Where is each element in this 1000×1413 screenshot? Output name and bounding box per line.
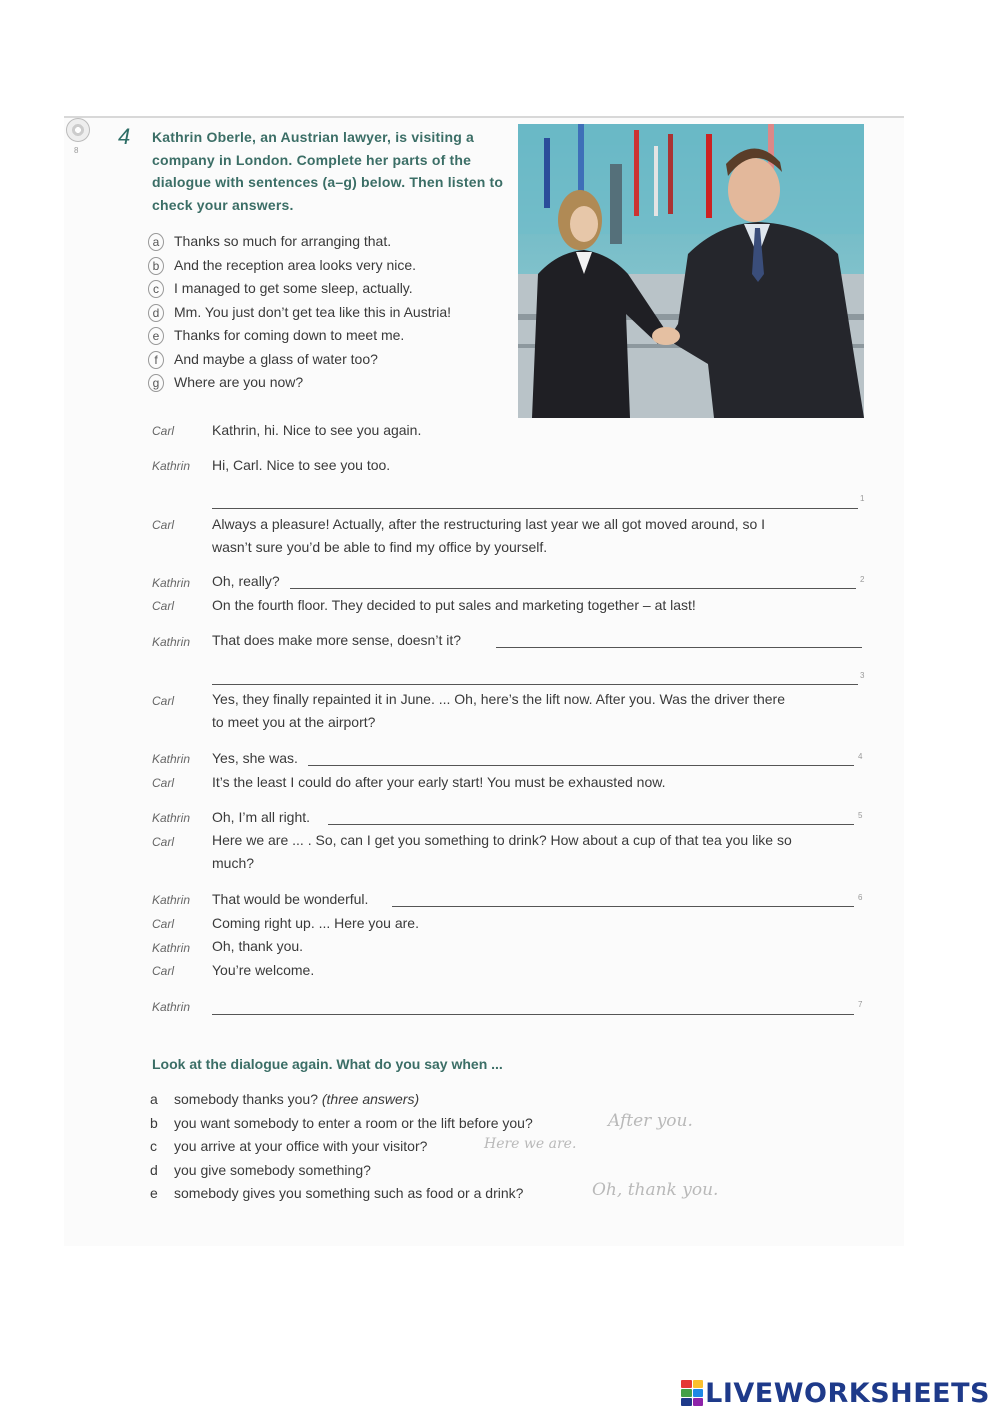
dialogue-line: That would be wonderful.: [212, 891, 369, 907]
question-item: [150, 1138, 427, 1154]
question-note: (three answers): [321, 1091, 420, 1107]
handshake-photo: [518, 124, 864, 418]
option-letter: a: [148, 233, 164, 251]
speaker-label: Carl: [152, 917, 175, 931]
speaker-label: Carl: [152, 964, 175, 978]
dialogue-line: Coming right up. ... Here you are.: [212, 915, 419, 931]
option-text: Where are you now?: [174, 374, 304, 390]
option-text: Thanks for coming down to meet me.: [174, 327, 405, 343]
dialogue-line: It’s the least I could do after your early start! You must be exhausted now.: [212, 774, 666, 790]
handshake-photo-illustration: [518, 124, 864, 418]
question-text: you arrive at your office with your visitor?: [174, 1138, 428, 1154]
liveworksheets-logo: [681, 1378, 990, 1408]
speaker-label: Kathrin: [152, 459, 191, 473]
question-item: [150, 1162, 371, 1178]
option-item: [148, 325, 404, 345]
speaker-label: Kathrin: [152, 811, 191, 825]
dialogue-line: Kathrin, hi. Nice to see you again.: [212, 422, 422, 438]
speaker-label: Kathrin: [152, 576, 191, 590]
handwritten-answer: Oh, thank you.: [592, 1180, 719, 1200]
question-item: [150, 1091, 419, 1107]
option-text: And the reception area looks very nice.: [174, 257, 417, 273]
option-letter: f: [148, 351, 164, 369]
question-text: you give somebody something?: [174, 1162, 371, 1178]
speaker-label: Carl: [152, 518, 175, 532]
answer-blank[interactable]: [212, 684, 858, 685]
exercise-number: 4: [118, 124, 131, 149]
answer-blank[interactable]: [392, 906, 854, 907]
blank-number: 7: [858, 1000, 863, 1009]
option-text: Mm. You just don’t get tea like this in Austria!: [174, 304, 452, 320]
option-item: [148, 278, 413, 298]
brand-name: LIVEWORKSHEETS: [705, 1377, 990, 1409]
option-letter: g: [148, 374, 164, 392]
question-item: [150, 1115, 533, 1131]
option-item: [148, 349, 378, 369]
blank-number: 2: [860, 575, 865, 584]
answer-blank[interactable]: [290, 588, 856, 589]
blank-number: 5: [858, 811, 863, 820]
blank-number: 3: [860, 671, 865, 680]
question-text: somebody thanks you?: [174, 1091, 318, 1107]
answer-blank[interactable]: [212, 508, 858, 509]
answer-blank[interactable]: [496, 647, 862, 648]
dialogue-line: Oh, thank you.: [212, 938, 304, 954]
liveworksheets-badge-icon: [681, 1380, 703, 1406]
audio-cd-icon: [66, 118, 90, 142]
speaker-label: Carl: [152, 835, 175, 849]
exercise-instruction: Kathrin Oberle, an Austrian lawyer, is visiting a company in London. Complete her parts of the dialogue with sentences (a–g) below. Then listen to check your answers.: [152, 129, 504, 213]
option-letter: e: [148, 327, 164, 345]
question-letter: a: [150, 1091, 158, 1107]
option-item: [148, 255, 416, 275]
question-text: you want somebody to enter a room or the lift before you?: [174, 1115, 533, 1131]
option-item: [148, 231, 391, 251]
dialogue-line: Oh, I’m all right.: [212, 809, 311, 825]
speaker-label: Kathrin: [152, 1000, 191, 1014]
answer-blank[interactable]: [212, 1014, 854, 1015]
question-item: [150, 1185, 523, 1201]
option-text: And maybe a glass of water too?: [174, 351, 378, 367]
speaker-label: Kathrin: [152, 752, 191, 766]
option-letter: c: [148, 280, 164, 298]
speaker-label: Carl: [152, 424, 175, 438]
dialogue-line: Hi, Carl. Nice to see you too.: [212, 457, 391, 473]
question-letter: c: [150, 1138, 157, 1154]
handwritten-answer: After you.: [608, 1111, 693, 1131]
dialogue-line: to meet you at the airport?: [212, 714, 376, 730]
question-text: somebody gives you something such as food or a drink?: [174, 1185, 524, 1201]
dialogue-line: You’re welcome.: [212, 962, 315, 978]
answer-blank[interactable]: [308, 765, 854, 766]
option-text: Thanks so much for arranging that.: [174, 233, 392, 249]
question-letter: b: [150, 1115, 158, 1131]
dialogue-line: wasn’t sure you’d be able to find my office by yourself.: [212, 539, 548, 555]
dialogue-line: Here we are ... . So, can I get you something to drink? How about a cup of that tea you like so: [212, 832, 792, 848]
option-letter: d: [148, 304, 164, 322]
blank-number: 1: [860, 494, 865, 503]
question-letter: e: [150, 1185, 158, 1201]
dialogue-line: Oh, really?: [212, 573, 280, 589]
option-letter: b: [148, 257, 164, 275]
dialogue-line: Always a pleasure! Actually, after the restructuring last year we all got moved around, so I: [212, 516, 766, 532]
speaker-label: Kathrin: [152, 635, 191, 649]
option-item: [148, 372, 303, 392]
dialogue-line: That does make more sense, doesn’t it?: [212, 632, 462, 648]
speaker-label: Kathrin: [152, 893, 191, 907]
dialogue-line: Yes, she was.: [212, 750, 298, 766]
question-letter: d: [150, 1162, 158, 1178]
dialogue-line: much?: [212, 855, 255, 871]
speaker-label: Carl: [152, 694, 175, 708]
speaker-label: Carl: [152, 599, 175, 613]
blank-number: 4: [858, 752, 863, 761]
option-item: [148, 302, 451, 322]
dialogue-line: Yes, they finally repainted it in June. ... Oh, here’s the lift now. After you. Was the driver there: [212, 691, 786, 707]
option-text: I managed to get some sleep, actually.: [174, 280, 413, 296]
handwritten-answer: Here we are.: [484, 1136, 577, 1152]
speaker-label: Kathrin: [152, 941, 191, 955]
answer-blank[interactable]: [328, 824, 854, 825]
dialogue-line: On the fourth floor. They decided to put sales and marketing together – at last!: [212, 597, 696, 613]
blank-number: 6: [858, 893, 863, 902]
section-title: Look at the dialogue again. What do you say when ...: [152, 1056, 503, 1072]
speaker-label: Carl: [152, 776, 175, 790]
track-number: 8: [74, 146, 79, 155]
